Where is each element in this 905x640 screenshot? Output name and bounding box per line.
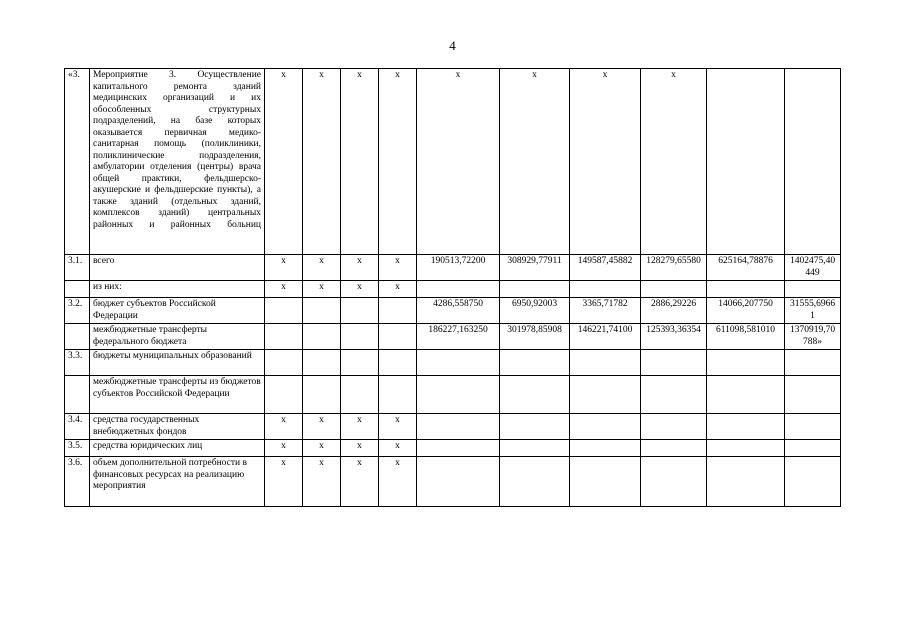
value-cell [707, 69, 785, 255]
financing-table [64, 68, 841, 507]
row-description: средства государственных внебюджетных фондов [90, 414, 265, 440]
mark-cell [303, 298, 341, 324]
mark-cell: х [303, 457, 341, 507]
value-cell [500, 457, 570, 507]
value-cell [707, 350, 785, 376]
mark-cell: х [265, 414, 303, 440]
table-row [65, 324, 841, 350]
mark-cell [303, 324, 341, 350]
value-cell [707, 457, 785, 507]
value-cell [785, 440, 841, 457]
mark-cell [379, 376, 417, 414]
value-cell: 14066,207750 [707, 298, 785, 324]
table-row [65, 69, 841, 255]
value-cell [570, 376, 641, 414]
row-description: бюджет субъектов Российской Федерации [90, 298, 265, 324]
value-cell: х [500, 69, 570, 255]
mark-cell: х [265, 281, 303, 298]
value-cell [500, 440, 570, 457]
value-cell: 1402475,40449 [785, 255, 841, 281]
mark-cell: х [379, 255, 417, 281]
table-row [65, 376, 841, 414]
mark-cell [303, 350, 341, 376]
value-cell: х [570, 69, 641, 255]
value-cell [785, 414, 841, 440]
table-row [65, 440, 841, 457]
value-cell [570, 414, 641, 440]
value-cell: 4286,558750 [417, 298, 500, 324]
mark-cell: х [341, 414, 379, 440]
mark-cell: х [303, 255, 341, 281]
value-cell: х [417, 69, 500, 255]
value-cell: 190513,72200 [417, 255, 500, 281]
value-cell [417, 457, 500, 507]
mark-cell [265, 376, 303, 414]
row-description: бюджеты муниципальных образований [90, 350, 265, 376]
row-number: 3.4. [65, 414, 90, 440]
mark-cell [341, 350, 379, 376]
table-row [65, 457, 841, 507]
row-description: средства юридических лиц [90, 440, 265, 457]
row-number: 3.3. [65, 350, 90, 376]
mark-cell: х [341, 281, 379, 298]
value-cell: 308929,77911 [500, 255, 570, 281]
value-cell: 625164,78876 [707, 255, 785, 281]
row-description: всего [90, 255, 265, 281]
mark-cell: х [265, 69, 303, 255]
page-number: 4 [449, 38, 456, 53]
mark-cell: х [379, 440, 417, 457]
value-cell: х [641, 69, 707, 255]
mark-cell: х [303, 440, 341, 457]
mark-cell: х [341, 69, 379, 255]
row-description: межбюджетные трансферты федерального бюджета [90, 324, 265, 350]
value-cell [500, 350, 570, 376]
mark-cell: х [379, 281, 417, 298]
mark-cell: х [265, 255, 303, 281]
row-number: «3. [65, 69, 90, 255]
value-cell: 31555,69661 [785, 298, 841, 324]
mark-cell: х [341, 457, 379, 507]
mark-cell [341, 376, 379, 414]
mark-cell: х [379, 69, 417, 255]
value-cell [641, 457, 707, 507]
value-cell [785, 350, 841, 376]
value-cell: 125393,36354 [641, 324, 707, 350]
mark-cell [303, 376, 341, 414]
value-cell: 6950,92003 [500, 298, 570, 324]
value-cell: 3365,71782 [570, 298, 641, 324]
value-cell [570, 281, 641, 298]
mark-cell [341, 324, 379, 350]
value-cell [500, 376, 570, 414]
table-row [65, 281, 841, 298]
value-cell [417, 414, 500, 440]
value-cell [641, 281, 707, 298]
value-cell [570, 457, 641, 507]
mark-cell: х [303, 281, 341, 298]
value-cell: 149587,45882 [570, 255, 641, 281]
row-description: объем дополнительной потребности в финансовых ресурсах на реализацию мероприятия [90, 457, 265, 507]
table-row [65, 350, 841, 376]
value-cell [785, 376, 841, 414]
row-number: 3.2. [65, 298, 90, 324]
value-cell [785, 457, 841, 507]
row-number [65, 281, 90, 298]
mark-cell [265, 350, 303, 376]
row-number [65, 376, 90, 414]
value-cell: 128279,65580 [641, 255, 707, 281]
row-description: межбюджетные трансферты из бюджетов субъектов Российской Федерации [90, 376, 265, 414]
value-cell [570, 350, 641, 376]
row-description: Мероприятие 3. Осуществление капитального ремонта зданий медицинских организаций и их обособленных структурных подразделений, на базе которых оказывается первичная медико-санитарная помощь (поликлиники, поликлинические подразделения, амбулатории отделения (центры) врача общей практики, фельдшерско-акушерские и фельдшерские пункты), а также зданий (отдельных зданий, комплексов зданий) центральных районных и районных больниц [90, 69, 265, 255]
value-cell [785, 281, 841, 298]
row-number: 3.1. [65, 255, 90, 281]
mark-cell [379, 298, 417, 324]
value-cell: 301978,85908 [500, 324, 570, 350]
value-cell: 2886,29226 [641, 298, 707, 324]
row-number: 3.5. [65, 440, 90, 457]
mark-cell [265, 298, 303, 324]
mark-cell: х [379, 414, 417, 440]
row-number [65, 324, 90, 350]
value-cell [641, 414, 707, 440]
mark-cell: х [303, 414, 341, 440]
mark-cell: х [265, 440, 303, 457]
value-cell [417, 440, 500, 457]
mark-cell: х [341, 255, 379, 281]
mark-cell [265, 324, 303, 350]
value-cell [707, 376, 785, 414]
value-cell [641, 440, 707, 457]
table-row [65, 414, 841, 440]
mark-cell: х [303, 69, 341, 255]
value-cell: 146221,74100 [570, 324, 641, 350]
row-description: из них: [90, 281, 265, 298]
value-cell [785, 69, 841, 255]
value-cell [500, 281, 570, 298]
value-cell: 1370919,70788» [785, 324, 841, 350]
mark-cell [341, 298, 379, 324]
value-cell [417, 376, 500, 414]
mark-cell: х [265, 457, 303, 507]
value-cell [417, 281, 500, 298]
mark-cell [379, 324, 417, 350]
mark-cell: х [379, 457, 417, 507]
mark-cell: х [341, 440, 379, 457]
value-cell [707, 414, 785, 440]
value-cell [570, 440, 641, 457]
value-cell [500, 414, 570, 440]
value-cell [641, 376, 707, 414]
value-cell [641, 350, 707, 376]
row-number: 3.6. [65, 457, 90, 507]
value-cell: 611098,581010 [707, 324, 785, 350]
value-cell [707, 281, 785, 298]
value-cell: 186227,163250 [417, 324, 500, 350]
value-cell [707, 440, 785, 457]
table-row [65, 298, 841, 324]
mark-cell [379, 350, 417, 376]
table-row [65, 255, 841, 281]
value-cell [417, 350, 500, 376]
